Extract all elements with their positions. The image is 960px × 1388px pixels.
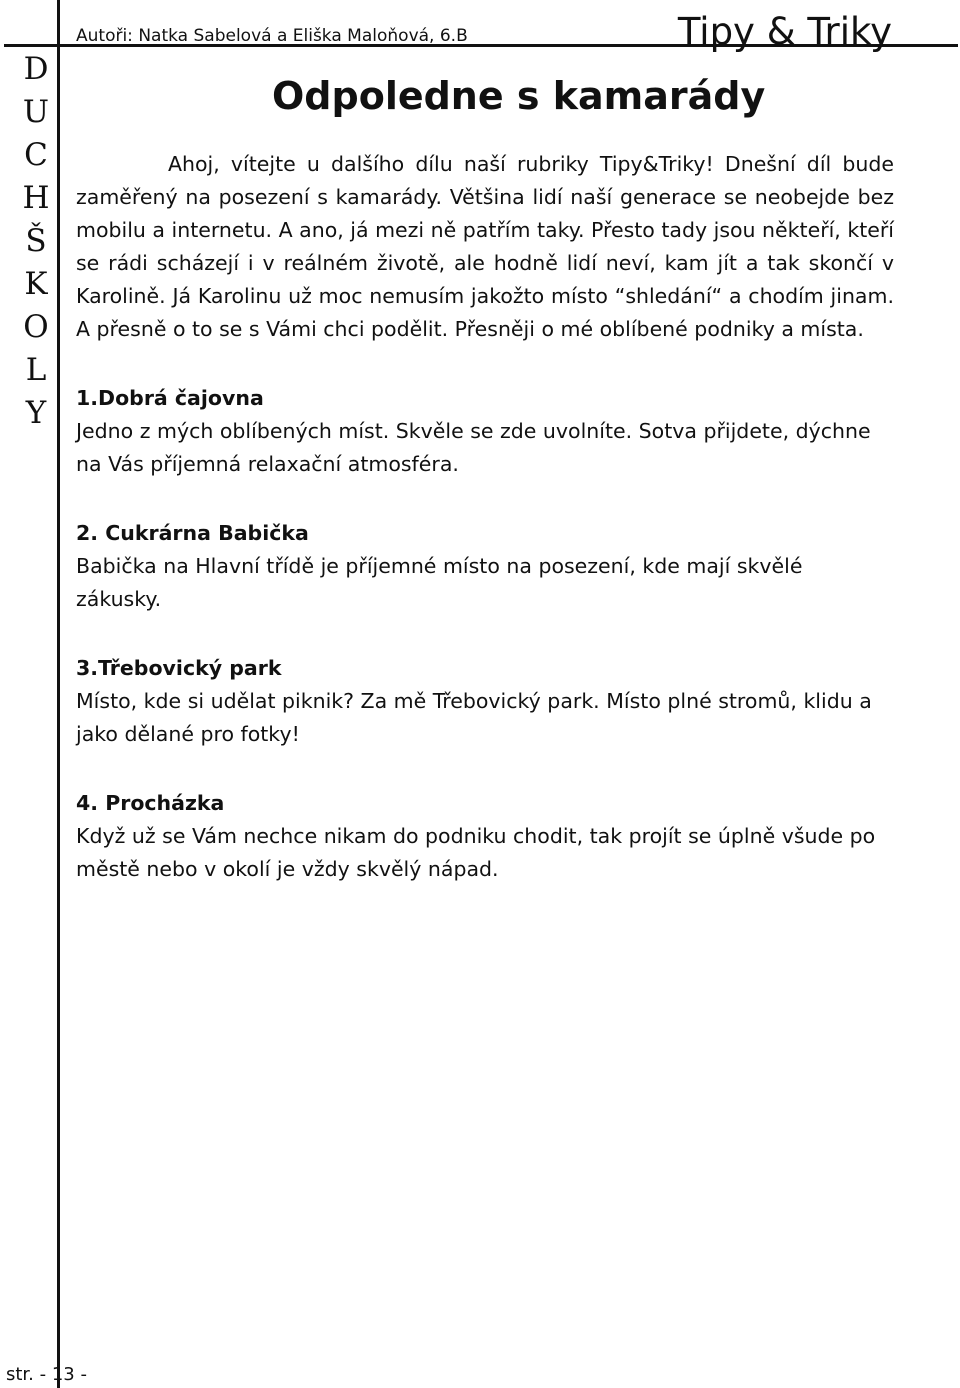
sidebar-letter: O bbox=[23, 309, 49, 345]
intro-paragraph: Ahoj, vítejte u dalšího dílu naší rubriky Tipy&Triky! Dnešní díl bude zaměřený na posezení s kamarády. Většina lidí naší generace se neobejde bez mobilu a internetu. A ano, já mezi ně patřím taky. Přesto tady jsou někteří, kteří se rádi scházejí i v reálném životě, ale hodně lidí neví, kam jít a tak skončí v Karolině. Já Karolinu už moc nemusím jakožto místo “shledání“ a chodím jinam. A přesně o to se s Vámi chci podělit. Přesněji o mé oblíbené podniky a místa. bbox=[76, 152, 894, 341]
list-item bbox=[76, 517, 894, 616]
sidebar-letter: Y bbox=[25, 395, 47, 431]
sidebar-letter: U bbox=[22, 94, 50, 130]
list-item bbox=[76, 652, 894, 751]
item-heading: 3.Třebovický park bbox=[76, 656, 282, 680]
article-body bbox=[76, 148, 894, 886]
list-item bbox=[76, 382, 894, 481]
item-text: Jedno z mých oblíbených míst. Skvěle se zde uvolníte. Sotva přijdete, dýchne na Vás příjemná relaxační atmosféra. bbox=[76, 419, 871, 476]
sidebar-letter: Š bbox=[25, 223, 47, 259]
authors-line: Autoři: Natka Sabelová a Eliška Maloňová, 6.B bbox=[76, 26, 468, 46]
sidebar-letter: D bbox=[23, 51, 49, 87]
section-title: Tipy & Triky bbox=[677, 10, 892, 53]
item-heading: 1.Dobrá čajovna bbox=[76, 386, 264, 410]
article-title: Odpoledne s kamarády bbox=[272, 74, 766, 118]
item-heading: 4. Procházka bbox=[76, 791, 225, 815]
item-text: Babička na Hlavní třídě je příjemné místo na posezení, kde mají skvělé zákusky. bbox=[76, 554, 803, 611]
list-item bbox=[76, 787, 894, 886]
sidebar-letter: H bbox=[22, 180, 50, 216]
item-text: Když už se Vám nechce nikam do podniku chodit, tak projít se úplně všude po městě nebo v okolí je vždy skvělý nápad. bbox=[76, 824, 876, 881]
sidebar-masthead bbox=[18, 48, 54, 435]
sidebar-letter: L bbox=[25, 352, 47, 388]
page-number: str. - 13 - bbox=[6, 1364, 87, 1385]
sidebar-letter: C bbox=[24, 137, 48, 173]
item-heading: 2. Cukrárna Babička bbox=[76, 521, 309, 545]
sidebar-divider bbox=[57, 0, 60, 1388]
item-text: Místo, kde si udělat piknik? Za mě Třebovický park. Místo plné stromů, klidu a jako dělané pro fotky! bbox=[76, 689, 872, 746]
sidebar-letter: K bbox=[24, 266, 48, 302]
